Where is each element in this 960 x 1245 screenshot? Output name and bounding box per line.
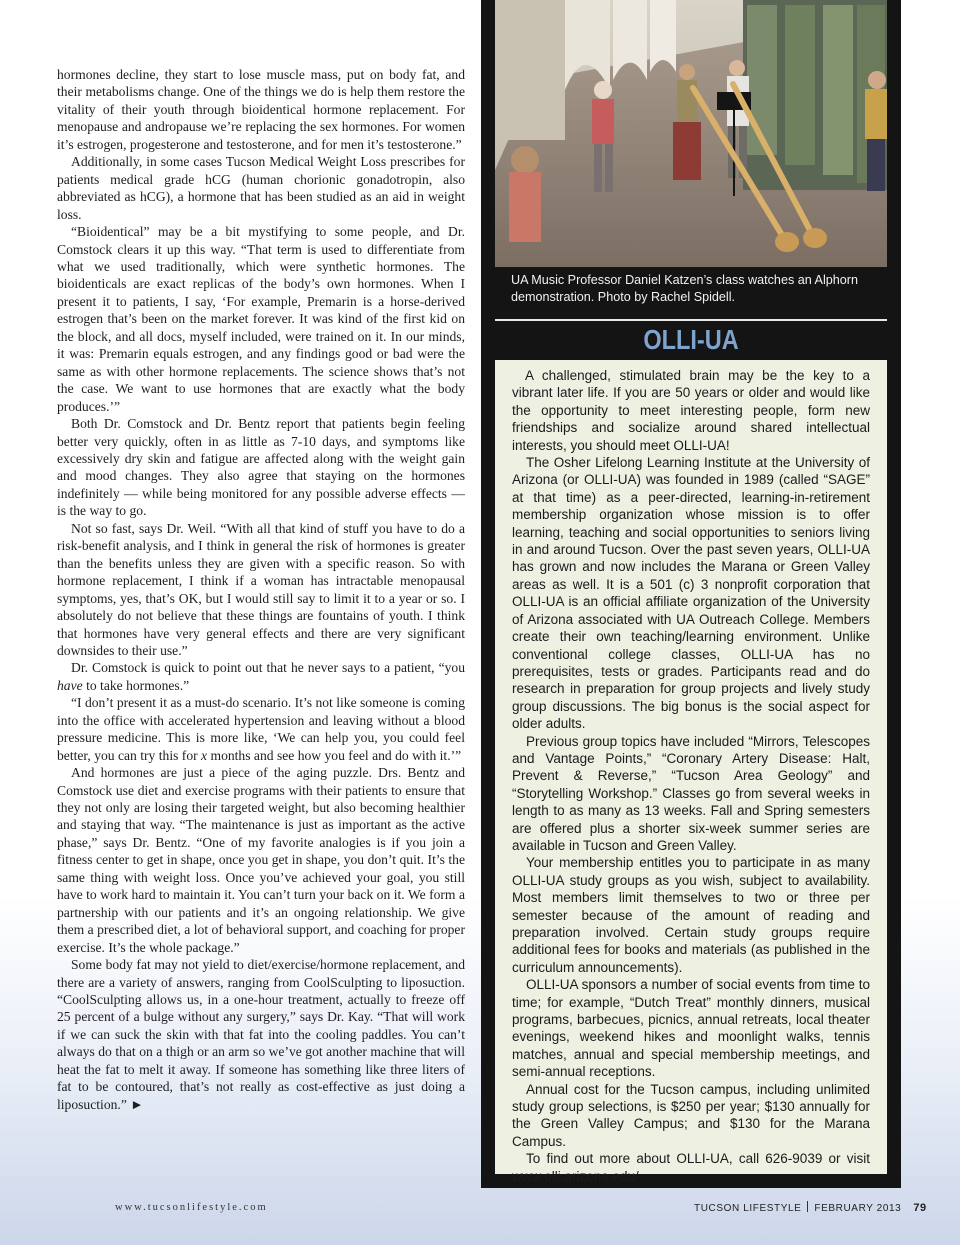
article-paragraph [57, 694, 465, 764]
alphorn-photo-illustration [495, 0, 887, 267]
text-run: months and see how you feel and do with it.’” [207, 747, 462, 763]
italic-text: x [201, 747, 208, 763]
footer-separator [807, 1201, 808, 1212]
olli-paragraph: Your membership entitles you to participate in as many OLLI-UA study groups as you wish, subject to availability. Most members limit themselves to two or three per semester because of the amount of reading and preparation involved. Certain study groups require additional fees for books and materials (as published in the curriculum announcements). [512, 855, 870, 975]
article-paragraph: Additionally, in some cases Tucson Medical Weight Loss prescribes for patients medical grade hCG (human chorionic gonadotropin, also abbreviated as hCG), a hormone that has been studied as an aid in weight loss. [57, 154, 465, 222]
article-paragraph: hormones decline, they start to lose muscle mass, put on body fat, and their metabolisms change. One of the things we do is help them restore the vitality of their youth through bioidentical hormone replacement. For menopause and andropause we’re replacing the sex hormones. For women it’s estrogen, progesterone and testosterone, and for men it’s testosterone.” [57, 67, 465, 152]
footer-issue: FEBRUARY 2013 [814, 1203, 902, 1214]
olli-title: OLLI-UA [643, 324, 739, 355]
article-column [57, 66, 465, 1113]
olli-paragraph: To find out more about OLLI-UA, call 626-9039 or visit www.olli.arizona.edu/. [512, 1151, 870, 1184]
olli-paragraph: Annual cost for the Tucson campus, including unlimited study group selections, is $250 per year; $130 annually for the Green Valley Campus; and $130 for the Marana Campus. [512, 1081, 870, 1149]
text-run: to take hormones.” [82, 677, 190, 693]
page-number: 79 [913, 1202, 927, 1214]
footer-url: www.tucsonlifestyle.com [115, 1202, 268, 1213]
article-paragraph: Both Dr. Comstock and Dr. Bentz report that patients begin feeling better very quickly, often in as little as 7-10 days, and symptoms like excessively dry skin and fatigue are affected along with the weight gain and mood changes. They also agree that staying on the hormones indefinitely — while being monitored for any possible adverse effects — is the way to go. [57, 416, 465, 519]
article-paragraph [57, 659, 465, 694]
footer-folio [694, 1201, 927, 1214]
text-run: “I don’t present it as a must-do scenario. It’s not like someone is coming into the office with accelerated hypertension and leaving without a blood pressure medicine. This is more like, ‘We can help you, you could feel better, you can try this for [57, 695, 465, 763]
article-paragraph: Not so fast, says Dr. Weil. “With all that kind of stuff you have to do a risk-benefit analysis, and I think in general the risk of hormones is greater than the benefits unless they are given with a specific reason. So with hormone replacement, I think if a woman has intractable menopausal symptoms, yes, that’s OK, but I would still say to limit it to a year or so. I absolutely do not believe that these things are fountains of youth. I think that hormones have very general effects and there are very significant downsides to their use.” [57, 520, 465, 658]
alphorn-photo [495, 0, 887, 267]
article-paragraph: Some body fat may not yield to diet/exercise/hormone replacement, and there are a variety of answers, ranging from CoolSculpting to liposuction. “CoolSculpting allows us, in a one-hour treatment, actually to freeze off 25 percent of a bulge without any surgery,” says Dr. Kay. “That will work if we can suck the skin with that fat into the cooling paddles. You can’t always do that on a thigh or an arm so we’ve got another machine that will heat the fat to melt it away. If someone has something like three liters of fat to be contoured, that’s not really as cost-effective as just doing a liposuction.” ► [57, 957, 465, 1112]
article-paragraph: “Bioidentical” may be a bit mystifying to some people, and Dr. Comstock clears it up this way. “That term is used to differentiate from what we used traditionally, which were synthetic hormones. The bioidenticals are exact replicas of the body’s own hormones. When I present it to patients, I say, ‘For example, Premarin is a horse-derived estrogen that’s been on the market forever. It was kind of the first kid on the block, and all docs, myself included, were trained on it. In our minds, it was: Premarin equals estrogen, and any findings good or bad were the same as with other hormone replacements. The science shows that’s not the case. We want to use hormones that are exactly what the body produces.’” [57, 224, 465, 414]
text-run: Dr. Comstock is quick to point out that he never says to a patient, “you [71, 660, 465, 676]
olli-paragraph: OLLI-UA sponsors a number of social events from time to time; for example, “Dutch Treat” monthly dinners, musical programs, barbecues, picnics, annual retreats, local theater evenings, weekend hikes and moonlight walks, tennis matches, annual and special membership meetings, and semi-annual receptions. [512, 977, 870, 1080]
olli-paragraph: The Osher Lifelong Learning Institute at the University of Arizona (or OLLI-UA) was founded in 1989 (called “SAGE” at that time) as a peer-directed, learning-in-retirement membership organization whose mission is to offer learning, teaching and social opportunities to seniors living in and around Tucson. Over the past seven years, OLLI-UA has grown and now includes the Marana or Green Valley areas as well. It is a 501 (c) 3 nonprofit corporation that OLLI-UA is an official affiliate organization of the University of Arizona associated with UA Outreach College. Members create their own teaching/learning environment. Unlike conventional college classes, OLLI-UA has no prerequisites, tests or grades. Participants read and do research in preparation for group projects and lively study group discussions. The big bonus is the social aspect for older adults. [512, 455, 870, 732]
article-paragraph: And hormones are just a piece of the aging puzzle. Drs. Bentz and Comstock use diet and exercise programs with their patients to ensure that they not only are losing their targeted weight, but also becoming healthier and staying that way. “The maintenance is just as important as the active phase,” says Dr. Bentz. “One of my favorite analogies is if you join a fitness center to get in shape, once you get in shape, you don’t quit. It’s the same thing with weight loss. Once you’ve achieved your goal, you still have to work hard to maintain it. You can’t turn your back on it. We form a partnership with our patients and it’s an ongoing relationship. We give them a prescribed diet, a lot of behavioral support, and coaching for proper exercise. It’s the whole package.” [57, 765, 465, 955]
olli-paragraph: Previous group topics have included “Mirrors, Telescopes and Vantage Points,” “Coronary Artery Disease: Halt, Prevent & Reverse,” “Tucson Area Geology” and “Storytelling Workshop.” Classes go from several weeks in length to as many as 13 weeks. Fall and Spring semesters are offered plus a shorter six-week summer series are available in Tucson and Green Valley. [512, 733, 870, 853]
olli-paragraph: A challenged, stimulated brain may be the key to a vibrant later life. If you are 50 years or older and would like the opportunity to meet interesting people, form new friendships and socialize around shared intellectual interests, you should meet OLLI-UA! [512, 368, 870, 453]
italic-text: have [57, 677, 83, 693]
olli-text-box [495, 360, 887, 1184]
photo-caption: UA Music Professor Daniel Katzen’s class watches an Alphorn demonstration. Photo by Rachel Spidell. [511, 273, 858, 304]
olli-sidebar [481, 0, 901, 1188]
footer-magazine: TUCSON LIFESTYLE [694, 1203, 802, 1214]
